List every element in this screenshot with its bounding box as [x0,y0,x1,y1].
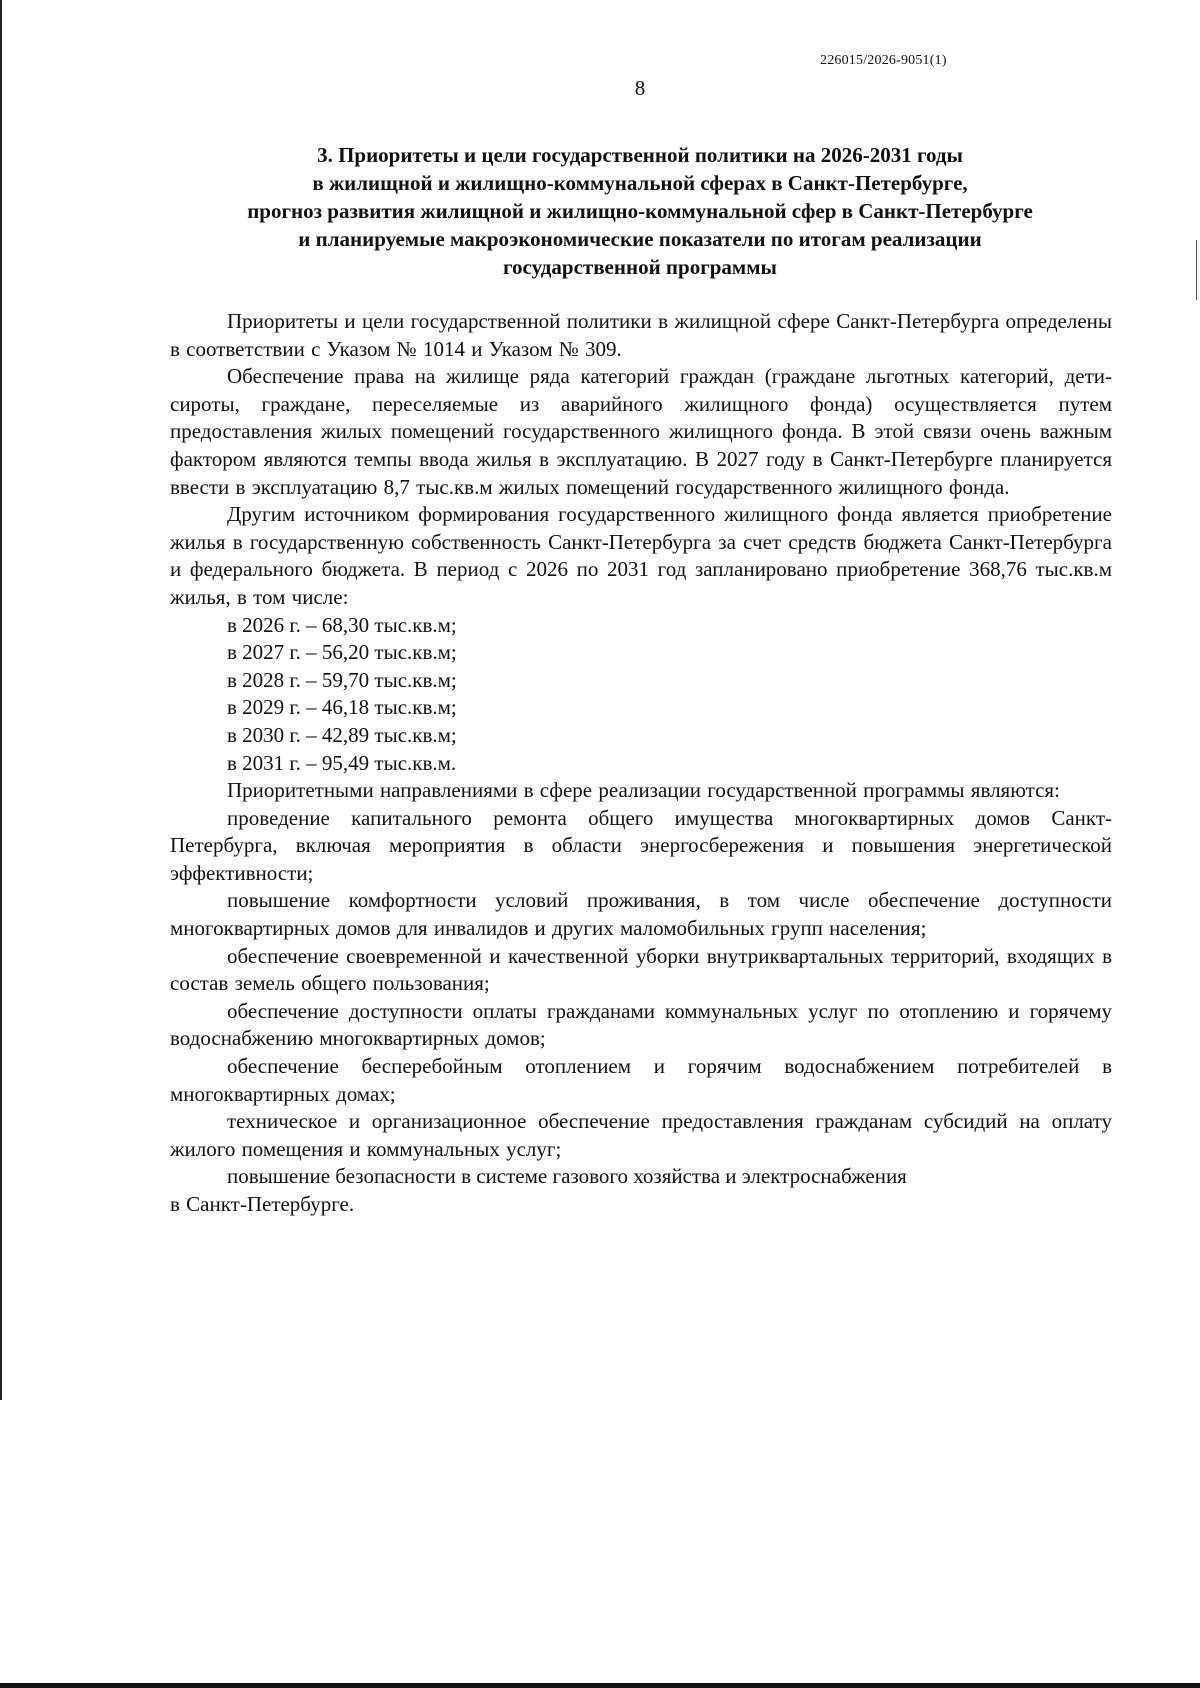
paragraph: Другим источником формирования государственного жилищного фонда является приобретение жилья в государственную собственность Санкт-Петербурга за счет средств бюджета Санкт-Петербурга и федерального бюджета. В период с 2026 по 2031 год запланировано приобретение 368,76 тыс.кв.м жилья, в том числе: [170,502,1112,609]
priority-item: обеспечение своевременной и качественной уборки внутриквартальных территорий, входящих в состав земель общего пользования; [170,943,1112,996]
section-heading [170,141,1110,281]
priority-item-last-line2: в Санкт-Петербурге. [170,1192,355,1216]
acquisition-year-item: в 2029 г. – 46,18 тыс.кв.м; [227,695,457,720]
heading-line: государственной программы [503,255,777,279]
document-body [170,308,1112,1219]
acquisition-year-item: в 2026 г. – 68,30 тыс.кв.м; [227,612,457,637]
acquisition-year-item: в 2031 г. – 95,49 тыс.кв.м. [227,750,457,775]
acquisition-year-item: в 2028 г. – 59,70 тыс.кв.м; [227,667,457,692]
priority-item: проведение капитального ремонта общего имущества многоквартирных домов Санкт-Петербурга, включая мероприятия в области энергосбережения и повышения энергетической эффективности; [170,805,1112,885]
heading-line: в жилищной и жилищно-коммунальной сферах в Санкт-Петербурге, [312,171,968,195]
priority-item: техническое и организационное обеспечение предоставления гражданам субсидий на оплату жилого помещения и коммунальных услуг; [170,1109,1112,1161]
scan-edge-bottom [0,1683,1200,1688]
priority-item-last-line1: повышение безопасности в системе газового хозяйства и электроснабжения [227,1164,907,1189]
priority-item: обеспечение бесперебойным отоплением и горячим водоснабжением потребителей в многоквартирных домах; [170,1054,1112,1106]
scan-edge-right [1196,240,1197,300]
page-number: 8 [634,76,646,100]
paragraph: Приоритеты и цели государственной политики в жилищной сфере Санкт-Петербурга определены в соответствии с Указом № 1014 и Указом № 309. [170,309,1112,361]
heading-line: и планируемые макроэкономические показатели по итогам реализации [298,227,982,251]
acquisition-year-item: в 2030 г. – 42,89 тыс.кв.м; [227,722,457,747]
heading-line: прогноз развития жилищной и жилищно-коммунальной сфер в Санкт-Петербурге [247,199,1033,223]
document-number: 226015/2026-9051(1) [820,53,947,68]
scan-edge-left [0,0,2,1400]
acquisition-year-item: в 2027 г. – 56,20 тыс.кв.м; [227,640,457,665]
priority-intro: Приоритетными направлениями в сфере реализации государственной программы являются: [227,778,1060,803]
paragraph: Обеспечение права на жилище ряда категорий граждан (граждане льготных категорий, дети-сироты, граждане, переселяемые из аварийного жилищного фонда) осуществляется путем предоставления жилых помещений государственного жилищного фонда. В этой связи очень важным фактором являются темпы ввода жилья в эксплуатацию. В 2027 году в Санкт-Петербурге планируется ввести в эксплуатацию 8,7 тыс.кв.м жилых помещений государственного жилищного фонда. [170,364,1112,499]
priority-item: обеспечение доступности оплаты гражданами коммунальных услуг по отоплению и горячему водоснабжению многоквартирных домов; [170,998,1112,1051]
heading-line: 3. Приоритеты и цели государственной политики на 2026-2031 годы [317,143,963,167]
priority-item: повышение комфортности условий проживания, в том числе обеспечение доступности многоквартирных домов для инвалидов и других маломобильных групп населения; [170,888,1112,941]
